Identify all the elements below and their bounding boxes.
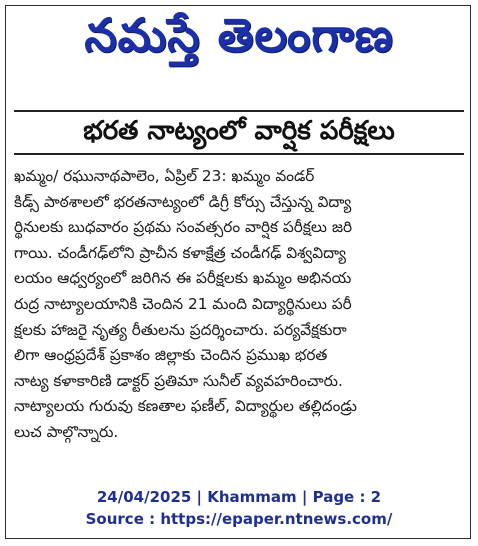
article-line: నాట్య కళాకారిణి డాక్టర్ ప్రతిమా సునీల్ వ్యవహరించారు.	[14, 371, 343, 390]
article-line: లయం ఆధ్వర్యంలో జరిగిన ఈ పరీక్షలకు ఖమ్మం అభినయ	[14, 269, 352, 288]
article-body	[14, 164, 466, 446]
article-line: గాయి. చండీగఢ్‌లోని ప్రాచీన కళాక్షేత్ర చండీగఢ్ విశ్వవిద్యా	[14, 243, 346, 262]
article-line: ఖమ్మం/ రఘునాథపాలెం, ఏప్రిల్ 23: ఖమ్మం వండర్	[14, 167, 315, 185]
article-line: రుద్ర నాట్యాలయానికి చెందిన 21 మంది విద్యార్థినులు పరీ	[14, 294, 352, 313]
article-line: కిడ్స్ పాఠశాలలో భరతనాట్యంలో డిగ్రీ కోర్సు చేస్తున్న విద్యా	[14, 192, 352, 211]
footer-source: Source : https://epaper.ntnews.com/	[85, 510, 393, 528]
footer-meta: 24/04/2025 | Khammam | Page : 2	[96, 488, 382, 506]
article-line: లుచ పాల్గొన్నారు.	[14, 422, 119, 441]
article-headline: భరత నాట్యంలో వార్షిక పరీక్షలు	[83, 116, 395, 146]
article-line: లిగా ఆంధ్రప్రదేశ్ ప్రకాశం జిల్లాకు చెందిన ప్రముఖ భరత	[14, 346, 328, 365]
article-line: క్షలకు హాజరై నృత్య రీతులను ప్రదర్శించారు. పర్యవేక్షకురా	[14, 320, 347, 339]
headline-rule-top	[14, 110, 464, 112]
article-line: ర్థినులకు బుధవారం ప్రథమ సంవత్సరం వార్షిక పరీక్షలు జరి	[14, 218, 353, 237]
article-line: నాట్యాలయ గురువు కణతాల ఫణీల్, విద్యార్థుల తల్లిదండ్రు	[14, 397, 357, 416]
newspaper-masthead: నమస్తే తెలంగాణ	[84, 8, 394, 62]
headline-rule-bottom	[14, 153, 464, 155]
